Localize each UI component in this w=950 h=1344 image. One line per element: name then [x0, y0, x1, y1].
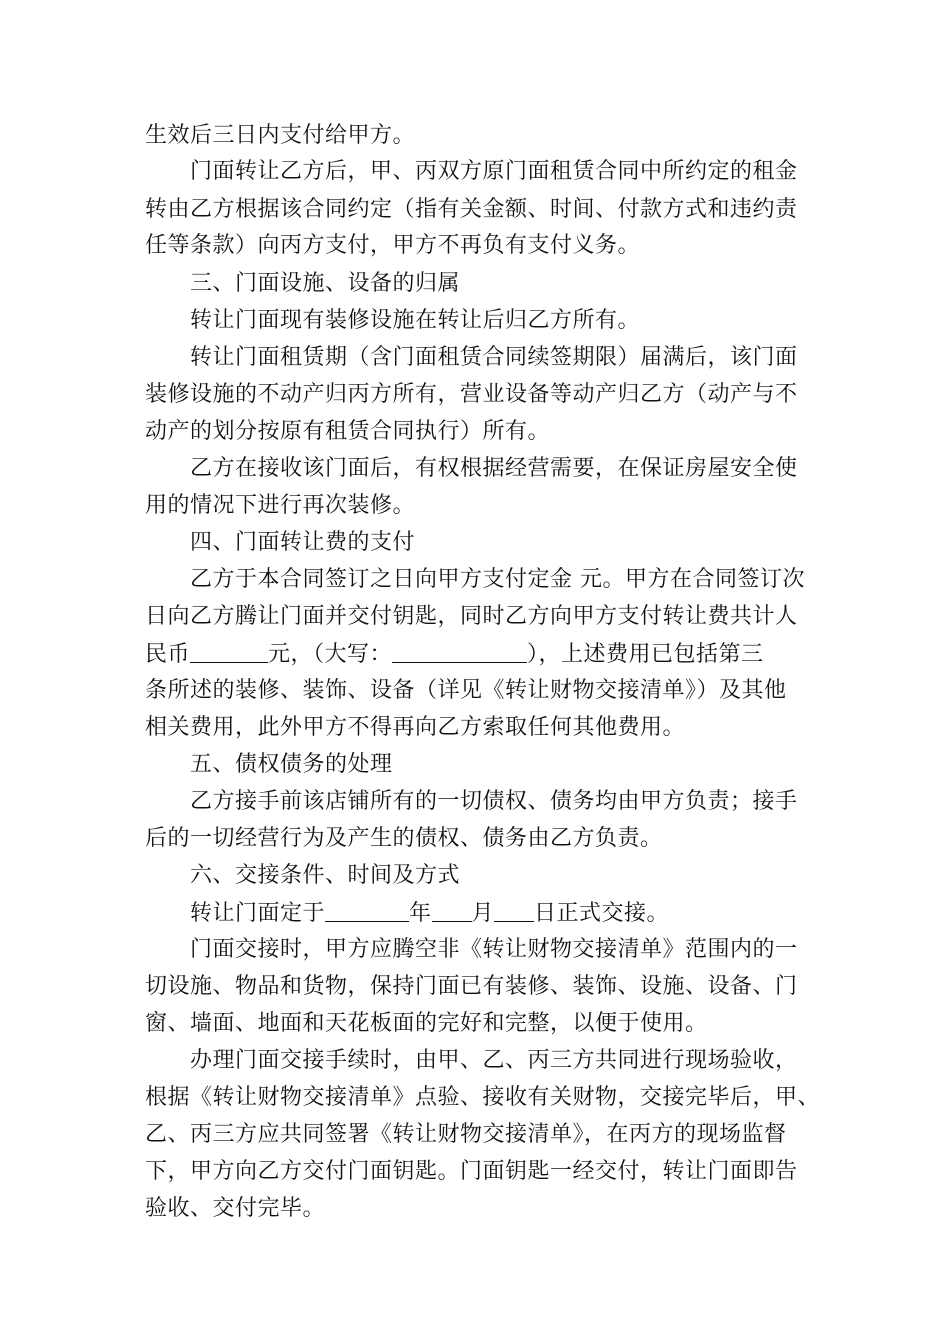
paragraph-line: 乙方在接收该门面后，有权根据经营需要，在保证房屋安全使	[190, 456, 798, 481]
fee-suffix: ），上述费用已包括第三	[527, 642, 764, 667]
paragraph-line: 门面交接时，甲方应腾空非《转让财物交接清单》范围内的一	[190, 937, 798, 962]
paragraph-line: 乙方接手前该店铺所有的一切债权、债务均由甲方负责；接手	[190, 789, 798, 814]
text-line: 生效后三日内支付给甲方。	[145, 123, 416, 148]
amount-words-blank	[392, 640, 527, 663]
text-line: 窗、墙面、地面和天花板面的完好和完整，以便于使用。	[145, 1011, 708, 1036]
text-line: 动产的划分按原有租赁合同执行）所有。	[145, 419, 551, 444]
section-heading: 五、债权债务的处理	[190, 752, 393, 777]
text-line: 用的情况下进行再次装修。	[145, 493, 416, 518]
day-blank	[494, 899, 534, 922]
section-heading: 六、交接条件、时间及方式	[190, 863, 461, 888]
paragraph-line: 乙方于本合同签订之日向甲方支付定金 元。甲方在合同签订次	[190, 567, 805, 592]
amount-blank	[190, 640, 268, 663]
text-line: 下，甲方向乙方交付门面钥匙。门面钥匙一经交付，转让门面即告	[145, 1159, 798, 1184]
text-line: 切设施、物品和货物，保持门面已有装修、装饰、设施、设备、门	[145, 974, 798, 999]
text-line: 验收、交付完毕。	[145, 1196, 326, 1221]
fee-line	[145, 640, 764, 669]
text-line: 装修设施的不动产归丙方所有，营业设备等动产归乙方（动产与不	[145, 382, 798, 407]
month-label: 月	[471, 901, 495, 926]
paragraph-line: 转让门面租赁期（含门面租赁合同续签期限）届满后，该门面	[190, 345, 798, 370]
text-line: 条所述的装修、装饰、设备（详见《转让财物交接清单》）及其他	[145, 678, 787, 703]
date-prefix: 转让门面定于	[190, 901, 326, 926]
text-line: 后的一切经营行为及产生的债权、债务由乙方负责。	[145, 826, 663, 851]
year-label: 年	[409, 901, 432, 926]
section-heading: 四、门面转让费的支付	[190, 530, 416, 555]
text-line: 相关费用，此外甲方不得再向乙方索取任何其他费用。	[145, 715, 686, 740]
date-line	[190, 899, 669, 928]
text-line: 转由乙方根据该合同约定（指有关金额、时间、付款方式和违约责	[145, 197, 798, 222]
month-blank	[432, 899, 472, 922]
text-line: 任等条款）向丙方支付，甲方不再负有支付义务。	[145, 233, 641, 258]
paragraph-line: 门面转让乙方后，甲、丙双方原门面租赁合同中所约定的租金	[190, 159, 798, 184]
paragraph-line: 转让门面现有装修设施在转让后归乙方所有。	[190, 308, 641, 333]
paragraph-line: 办理门面交接手续时，由甲、乙、丙三方共同进行现场验收，	[190, 1048, 798, 1073]
section-heading: 三、门面设施、设备的归属	[190, 271, 461, 296]
year-blank	[325, 899, 409, 922]
text-line: 日向乙方腾让门面并交付钥匙，同时乙方向甲方支付转让费共计人	[145, 604, 798, 629]
fee-prefix: 民币	[145, 642, 191, 667]
date-suffix: 日正式交接。	[534, 901, 670, 926]
text-line: 乙、丙三方应共同签署《转让财物交接清单》，在丙方的现场监督	[145, 1122, 787, 1147]
text-line: 根据《转让财物交接清单》点验、接收有关财物，交接完毕后，甲、	[145, 1085, 821, 1110]
fee-mid: 元，（大写：	[268, 642, 393, 667]
